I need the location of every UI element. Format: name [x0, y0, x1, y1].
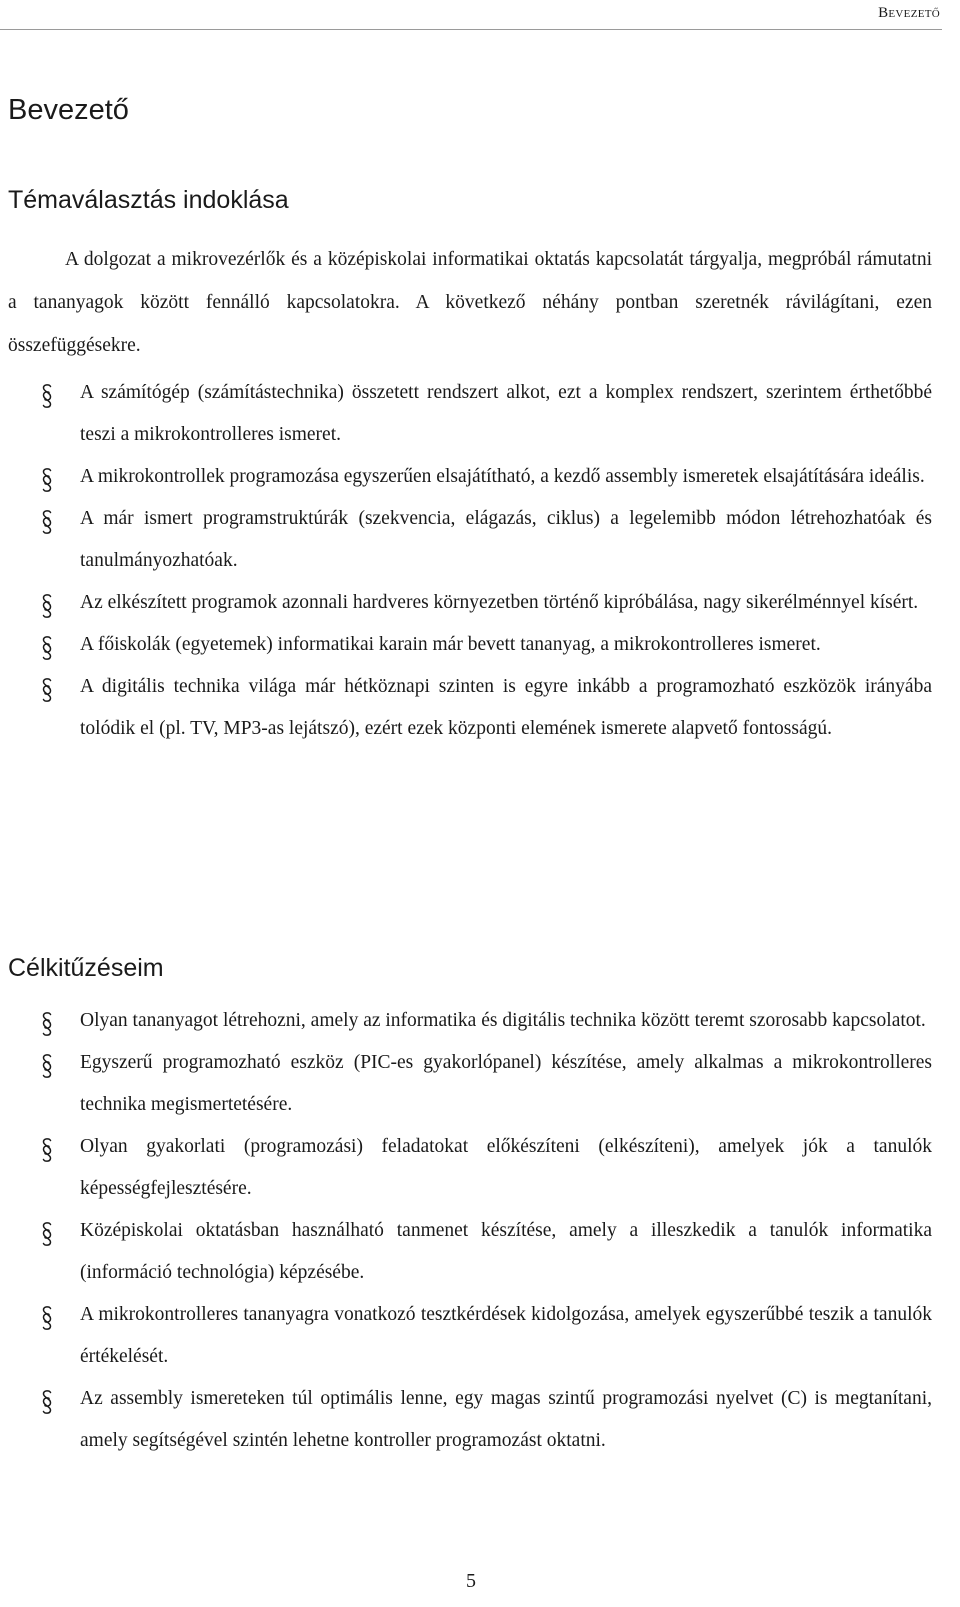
reason-text: A mikrokontrollek programozása egyszerűen elsajátítható, a kezdő assembly ismeretek elsajátítására ideális. — [80, 466, 925, 487]
reason-text: Az elkészített programok azonnali hardveres környezetben történő kipróbálása, nagy sikerélménnyel kísért. — [80, 592, 919, 613]
page-title: Bevezető — [8, 94, 129, 126]
page-number: 5 — [466, 1570, 476, 1592]
section-sign-bullet-icon — [40, 467, 54, 493]
section-heading-topic-choice: Témaválasztás indoklása — [8, 186, 289, 214]
reason-item — [0, 498, 932, 582]
section-sign-bullet-icon — [40, 1137, 54, 1163]
section-heading-goals: Célkitűzéseim — [8, 954, 164, 982]
running-header-title: Bevezető — [878, 5, 940, 21]
reasons-list — [0, 372, 942, 750]
section-sign-bullet-icon — [40, 1011, 54, 1037]
goal-text: A mikrokontrolleres tananyagra vonatkozó tesztkérdések kidolgozása, amelyek egyszerűbbé teszik a tanulók értékelését. — [80, 1304, 932, 1367]
running-header — [0, 0, 942, 30]
goal-text: Középiskolai oktatásban használható tanmenet készítése, amely a illeszkedik a tanulók informatika (információ technológia) képzésébe. — [80, 1220, 932, 1283]
goal-item — [0, 1378, 932, 1462]
section-sign-bullet-icon — [40, 509, 54, 535]
section-sign-bullet-icon — [40, 635, 54, 661]
section-sign-bullet-icon — [40, 1221, 54, 1247]
goal-text: Az assembly ismereteken túl optimális lenne, egy magas szintű programozási nyelvet (C) is megtanítani, amely segítségével szintén lehetne kontroller programozást oktatni. — [80, 1388, 932, 1451]
goal-text: Olyan tananyagot létrehozni, amely az informatika és digitális technika között teremt szorosabb kapcsolatot. — [80, 1010, 926, 1031]
goal-text: Egyszerű programozható eszköz (PIC-es gyakorlópanel) készítése, amely alkalmas a mikrokontrolleres technika megismertetésére. — [80, 1052, 932, 1115]
reason-item — [0, 582, 932, 624]
reason-item — [0, 456, 932, 498]
reason-text: A digitális technika világa már hétköznapi szinten is egyre inkább a programozható eszközök irányába tolódik el (pl. TV, MP3-as lejátszó), ezért ezek központi elemének ismerete alapvető fontosságú. — [80, 676, 932, 739]
reason-text: A főiskolák (egyetemek) informatikai karain már bevett tananyag, a mikrokontrolleres ismeret. — [80, 634, 821, 655]
section-sign-bullet-icon — [40, 1305, 54, 1331]
goal-item — [0, 1210, 932, 1294]
section-sign-bullet-icon — [40, 677, 54, 703]
intro-paragraph: A dolgozat a mikrovezérlők és a középiskolai informatikai oktatás kapcsolatát tárgyalja, megpróbál rámutatni a tananyagok között fennálló kapcsolatokra. A következő néhány pontban szeretnék rávilágítani, ezen összefüggésekre. — [8, 249, 932, 356]
section-sign-bullet-icon — [40, 1053, 54, 1079]
section-sign-bullet-icon — [40, 593, 54, 619]
goals-list — [0, 1000, 942, 1462]
goal-item — [0, 1042, 932, 1126]
goal-item — [0, 1126, 932, 1210]
reason-text: A számítógép (számítástechnika) összetett rendszert alkot, ezt a komplex rendszert, szerintem érthetőbbé teszi a mikrokontrolleres ismeret. — [80, 382, 932, 445]
section-sign-bullet-icon — [40, 383, 54, 409]
goal-text: Olyan gyakorlati (programozási) feladatokat előkészíteni (elkészíteni), amelyek jók a tanulók képességfejlesztésére. — [80, 1136, 932, 1199]
goal-item — [0, 1294, 932, 1378]
section-sign-bullet-icon — [40, 1389, 54, 1415]
reason-text: A már ismert programstruktúrák (szekvencia, elágazás, ciklus) a legelemibb módon létrehozhatóak és tanulmányozhatóak. — [80, 508, 932, 571]
reason-item — [0, 666, 932, 750]
goal-item — [0, 1000, 932, 1042]
reason-item — [0, 624, 932, 666]
reason-item — [0, 372, 932, 456]
